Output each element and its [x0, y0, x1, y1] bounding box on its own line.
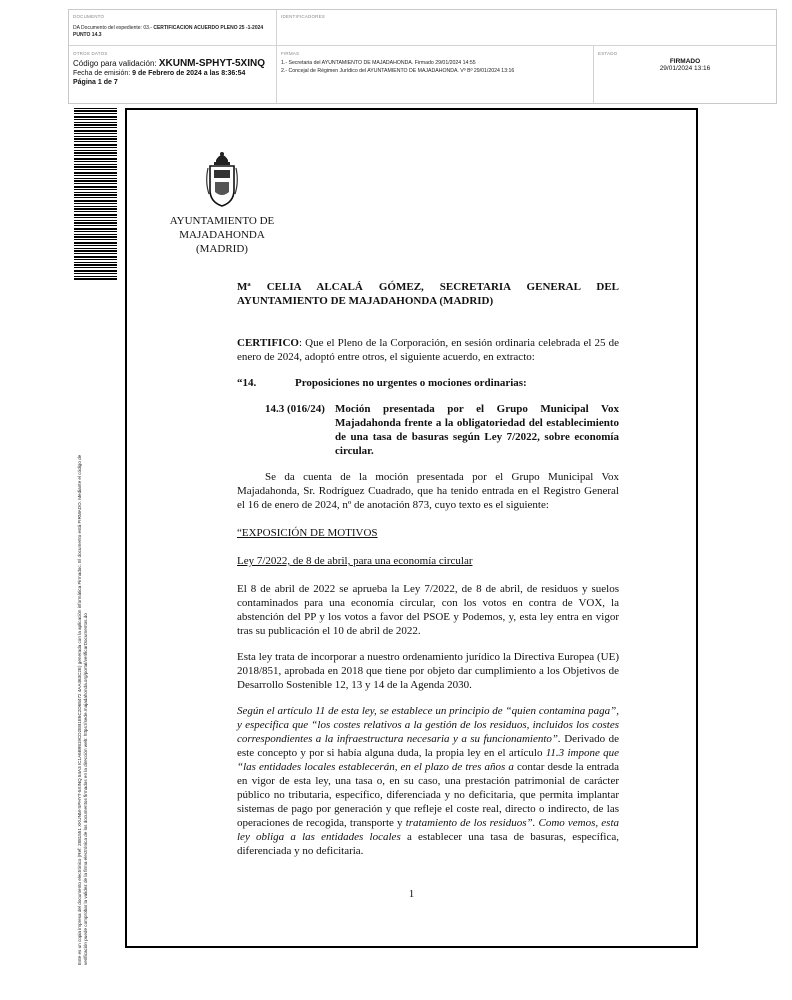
exposicion-text: “EXPOSICIÓN DE MOTIVOS: [237, 527, 378, 539]
paragraph: Se da cuenta de la moción presentada por el Grupo Municipal Vox Majadahonda, Sr. Rodríguez Cuadrado, que ha tenido entrada en el Registro General el 16 de enero de 2024, nº de anotación 873, cuyo texto es el siguiente:: [237, 471, 619, 511]
header-firmas-cell: [277, 46, 594, 103]
firma-item: 1.- Secretaria del AYUNTAMIENTO DE MAJADAHONDA. Firmado 29/01/2024 14:55: [281, 60, 476, 66]
ayuntamiento-line: MAJADAHONDA: [179, 229, 265, 241]
paragraph-text: Derivado de este concepto y por si había alguna duda, la propia ley en el artículo: [237, 733, 619, 759]
validation-prefix: Código para validación:: [73, 59, 159, 68]
ayuntamiento-name: [157, 214, 287, 256]
estado-label: ESTADO: [598, 51, 618, 56]
coat-of-arms-icon: [204, 148, 240, 210]
ayuntamiento-line: AYUNTAMIENTO DE: [169, 215, 275, 227]
exposicion-heading: [237, 526, 619, 540]
certifico-paragraph: [237, 336, 619, 364]
validation-code-line: [73, 59, 272, 69]
header-otros-datos-cell: [69, 46, 277, 103]
section-title: Proposiciones no urgentes o mociones ordinarias:: [295, 377, 527, 389]
emission-date-line: [73, 69, 272, 78]
ayuntamiento-line: (MADRID): [196, 243, 248, 255]
section-14-heading: [237, 376, 619, 390]
paragraph-text: contar desde la entrada en vigor de esta ley, una tasa o, en su caso, una prestación patrimonial de carácter público no tributaria, específico, diferenciada y no deficitaria, que permita implantar sistemas de pago por generación y que refleje el coste real, directo o indirecto, de las operaciones de recogida, transporte y: [237, 761, 619, 829]
heading-line: AYUNTAMIENTO DE MAJADAHONDA (MADRID): [237, 295, 494, 307]
documento-label: DOCUMENTO: [73, 14, 105, 19]
italic-text: 11.3 impone que “las entidades locales establecerán, en el plazo de tres años a: [237, 747, 619, 773]
documento-title: [73, 25, 272, 39]
ley-heading: [237, 554, 619, 568]
firmas-list: [281, 59, 589, 75]
firmas-label: FIRMAS: [281, 51, 300, 56]
header-estado-cell: [594, 46, 776, 103]
mocion-id: 14.3 (016/24): [265, 403, 325, 415]
otros-datos-label: OTROS DATOS: [73, 51, 108, 56]
header-documento-cell: [69, 10, 277, 46]
ley-heading-text: Ley 7/2022, de 8 de abril, para una economía circular: [237, 555, 473, 567]
certifico-text: : Que el Pleno de la Corporación, en sesión ordinaria celebrada el 25 de enero de 2024, adoptó entre otros, el siguiente acuerdo, en extracto:: [237, 337, 619, 363]
estado-value: FIRMADO: [669, 58, 701, 65]
italic-text: tratamiento de los residuos”. Como vemos, esta ley obliga a las entidades locales: [237, 817, 620, 843]
paragraph: Esta ley trata de incorporar a nuestro ordenamiento jurídico la Directiva Europea (UE) 2018/851, aprobada en 2018 que tiene por objeto dar cumplimiento a los Objetivos de Desarrollo Sostenible 12, 13 y 14 de la Agenda 2030.: [237, 651, 619, 691]
emission-prefix: Fecha de emisión:: [73, 70, 133, 77]
validation-code[interactable]: XKUNM-SPHYT-5XINQ: [158, 58, 265, 69]
certifico-label: CERTIFICO: [237, 337, 299, 349]
heading-line: Mª CELIA ALCALÁ GÓMEZ, SECRETARIA GENERAL DEL: [237, 281, 619, 293]
page-info: Página 1 de 7: [73, 79, 118, 86]
side-text-line: verificación puede comprobar la validez de la firma electrónica de los documentos firmados en la dirección web: https://sede.majadahonda.org/portal/verificarDocumentos.do: [83, 613, 89, 965]
document-body: [237, 280, 619, 858]
identificadores-label: IDENTIFICADORES: [281, 14, 326, 19]
barcode: [74, 108, 117, 280]
mocion-heading: [265, 402, 619, 458]
paragraph: El 8 de abril de 2022 se aprueba la Ley 7/2022, de 8 de abril, de residuos y suelos contaminados para una economía circular, con los votos en contra de VOX, la abstención del PP y los votos a favor del PSOE y Podemos, y, esta ley entra en vigor tras su publicación el 10 de abril de 2022.: [237, 583, 619, 637]
paragraph: [237, 704, 619, 858]
emission-date: 9 de Febrero de 2024 a las 8:36:54: [132, 70, 246, 77]
header-identificadores-cell: [277, 10, 776, 46]
side-text-line: Este es un copia impresa del documento electrónico (Ref: 2881551 XKUNM-SPHYT-5XINQ 54A3 IC1A6B9819CD2EB1E6C2D68472 4AA463C2E) generada con la aplicación informática Firmadoc. El documento está FIRMADO. Mediante el código de: [77, 454, 82, 965]
document-page: [125, 108, 698, 948]
documento-title-prefix: DA Documento del expediente: 03.-: [73, 25, 154, 31]
documento-title-bold: CERTIFICACION ACUERDO PLENO 25 -1-2024 PUNTO 14.3: [73, 25, 264, 38]
estado-date: 29/01/2024 13:16: [659, 65, 711, 72]
mocion-title: Moción presentada por el Grupo Municipal Vox Majadahonda frente a la obligatoriedad del establecimiento de una tasa de basuras según Ley 7/2022, sobre economía circular.: [335, 403, 619, 457]
page-number: 1: [408, 888, 415, 900]
document-header: [68, 9, 777, 104]
firma-item: 2.- Concejal de Régimen Jurídico del AYUNTAMIENTO DE MAJADAHONDA. Vº Bº 29/01/2024 13:16: [281, 68, 515, 74]
vertical-verification-text: [77, 305, 90, 965]
section-number: “14.: [237, 377, 257, 389]
italic-text: Según el artículo 11 de esta ley, se establece un principio de “quien contamina paga”, y especifica que “los costes relativos a la gestión de los residuos, incluidos los costes correspondientes a la infraestructura necesaria y a su funcionamiento”.: [237, 705, 619, 745]
paragraph-text: a establecer una tasa de basuras, específica, diferenciada y no deficitaria.: [237, 831, 619, 857]
